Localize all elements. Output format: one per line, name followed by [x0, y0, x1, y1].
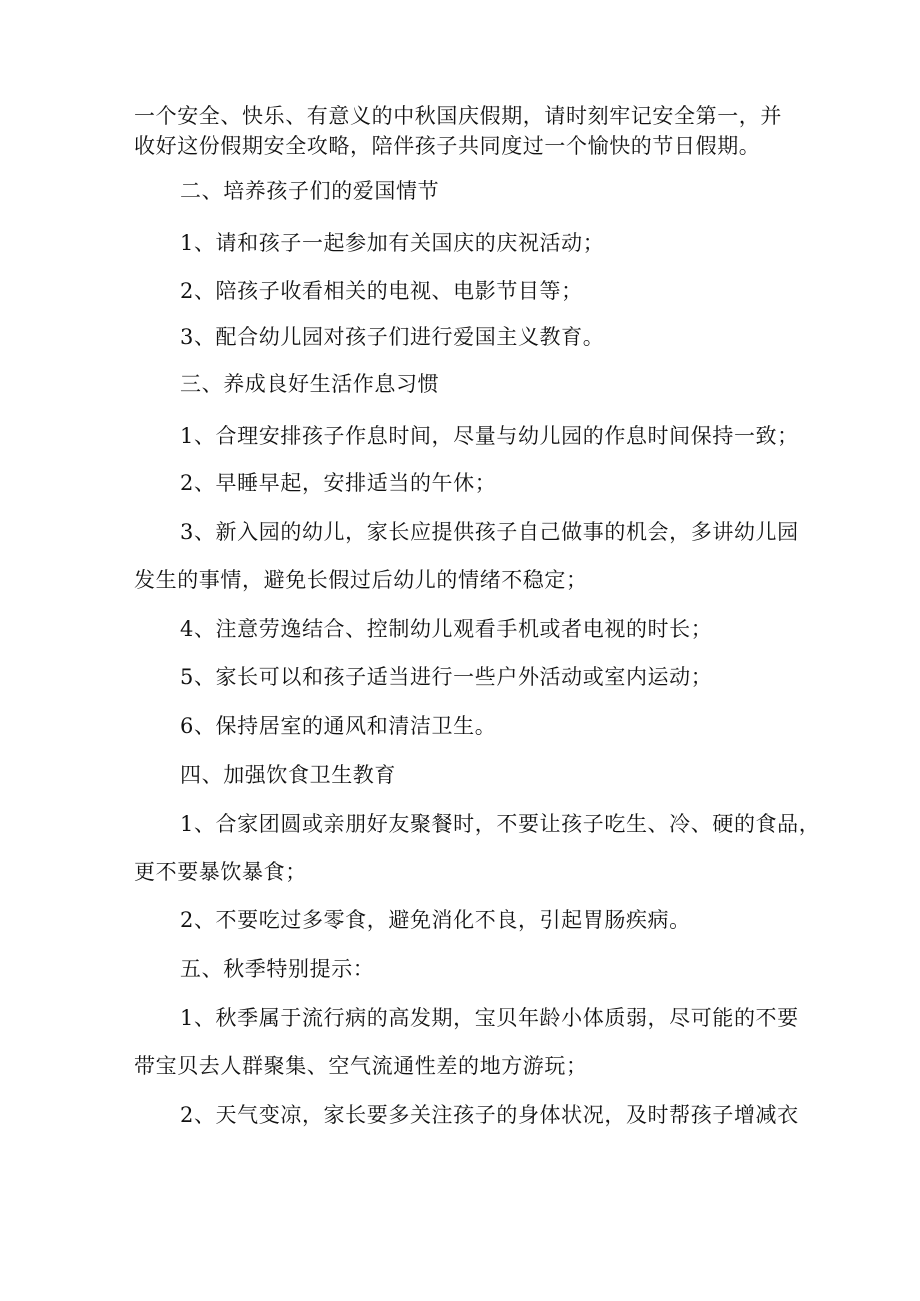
list-item: 5、家长可以和孩子适当进行一些户外活动或室内运动； [180, 665, 713, 689]
list-item: 4、注意劳逸结合、控制幼儿观看手机或者电视的时长； [180, 617, 713, 641]
list-item: 1、合理安排孩子作息时间，尽量与幼儿园的作息时间保持一致； [180, 424, 799, 448]
section-heading: 五、秋季特别提示： [180, 957, 375, 981]
list-item-continuation: 发生的事情，避免长假过后幼儿的情绪不稳定； [134, 568, 588, 592]
list-item: 1、合家团圆或亲朋好友聚餐时，不要让孩子吃生、冷、硬的食品， [180, 812, 821, 836]
list-item-continuation: 更不要暴饮暴食； [134, 860, 307, 884]
section-heading: 三、养成良好生活作息习惯 [180, 372, 440, 396]
list-item: 2、陪孩子收看相关的电视、电影节目等； [180, 279, 583, 303]
list-item: 6、保持居室的通风和清洁卫生。 [180, 714, 497, 738]
list-item: 2、不要吃过多零食，避免消化不良，引起胃肠疾病。 [180, 908, 691, 932]
list-item: 1、秋季属于流行病的高发期，宝贝年龄小体质弱，尽可能的不要 [180, 1006, 799, 1030]
section-heading: 二、培养孩子们的爱国情节 [180, 179, 440, 203]
section-heading: 四、加强饮食卫生教育 [180, 763, 396, 787]
paragraph-line: 一个安全、快乐、有意义的中秋国庆假期，请时刻牢记安全第一，并 [134, 104, 782, 128]
list-item: 2、天气变凉，家长要多关注孩子的身体状况，及时帮孩子增减衣 [180, 1103, 799, 1127]
list-item: 1、请和孩子一起参加有关国庆的庆祝活动； [180, 231, 605, 255]
list-item-continuation: 带宝贝去人群聚集、空气流通性差的地方游玩； [134, 1054, 588, 1078]
paragraph-line: 收好这份假期安全攻略，陪伴孩子共同度过一个愉快的节日假期。 [134, 134, 761, 158]
list-item: 2、早睡早起，安排适当的午休； [180, 471, 497, 495]
list-item: 3、新入园的幼儿，家长应提供孩子自己做事的机会，多讲幼儿园 [180, 520, 799, 544]
list-item: 3、配合幼儿园对孩子们进行爱国主义教育。 [180, 325, 605, 349]
